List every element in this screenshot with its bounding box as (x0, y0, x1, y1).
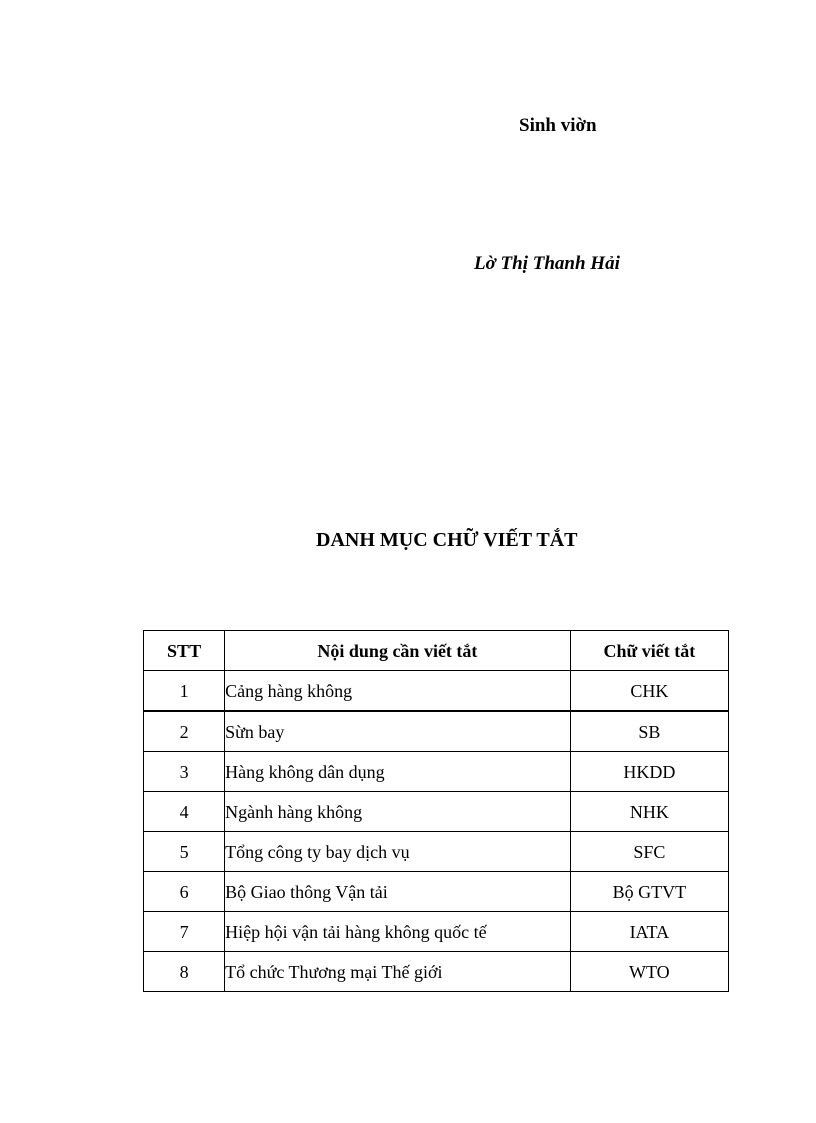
cell-content: Tổng công ty bay dịch vụ (225, 832, 571, 872)
abbreviation-table (143, 630, 729, 992)
table-row (144, 711, 729, 752)
cell-content: Sừn bay (225, 711, 571, 752)
cell-content: Ngành hàng không (225, 792, 571, 832)
table-row (144, 671, 729, 712)
table-row (144, 872, 729, 912)
cell-content: Cảng hàng không (225, 671, 571, 712)
signature-name: Lờ Thị Thanh Hải (474, 253, 620, 274)
cell-content: Tổ chức Thương mại Thế giới (225, 952, 571, 992)
cell-abbreviation: SFC (570, 832, 728, 872)
cell-content: Hiệp hội vận tải hàng không quốc tế (225, 912, 571, 952)
cell-abbreviation: WTO (570, 952, 728, 992)
table-header-row (144, 631, 729, 671)
cell-content: Bộ Giao thông Vận tải (225, 872, 571, 912)
cell-stt: 6 (144, 872, 225, 912)
header-abbreviation: Chữ viết tắt (570, 631, 728, 671)
table-row (144, 792, 729, 832)
cell-abbreviation: Bộ GTVT (570, 872, 728, 912)
cell-stt: 5 (144, 832, 225, 872)
cell-stt: 7 (144, 912, 225, 952)
cell-stt: 4 (144, 792, 225, 832)
cell-abbreviation: HKDD (570, 752, 728, 792)
page-title: DANH MỤC CHỮ VIẾT TẮT (316, 529, 578, 551)
header-content: Nội dung cần viết tắt (225, 631, 571, 671)
cell-content: Hàng không dân dụng (225, 752, 571, 792)
cell-stt: 3 (144, 752, 225, 792)
signature-label: Sinh viờn (519, 115, 597, 136)
cell-stt: 8 (144, 952, 225, 992)
cell-abbreviation: NHK (570, 792, 728, 832)
table-row (144, 912, 729, 952)
header-stt: STT (144, 631, 225, 671)
table-row (144, 832, 729, 872)
cell-abbreviation: CHK (570, 671, 728, 712)
cell-abbreviation: IATA (570, 912, 728, 952)
table-row (144, 752, 729, 792)
cell-stt: 2 (144, 711, 225, 752)
cell-stt: 1 (144, 671, 225, 712)
cell-abbreviation: SB (570, 711, 728, 752)
table-row (144, 952, 729, 992)
